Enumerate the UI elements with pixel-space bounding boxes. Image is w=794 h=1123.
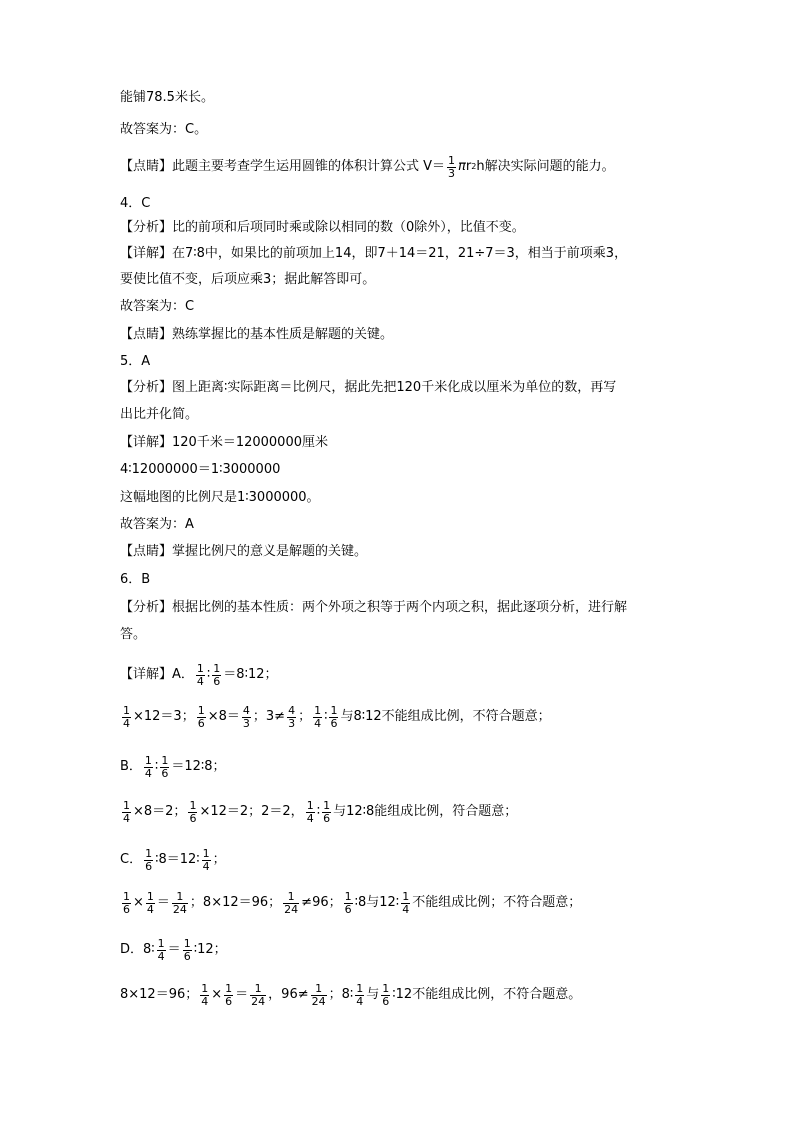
fraction-1-4: $\frac{1}{4}$ [144,753,152,780]
fraction-1-6: $\frac{1}{6}$ [189,798,197,825]
q6-fenxi-1: 【分析】根据比例的基本性质：两个外项之积等于两个内项之积，据此逐项分析，进行解 [120,600,628,615]
fraction-1-6: $\frac{1}{6}$ [183,936,191,963]
q4-dianjing: 【点睛】熟练掌握比的基本性质是解题的关键。 [120,327,394,342]
fraction-1-6: $\frac{1}{6}$ [382,981,390,1008]
fraction-1-6: $\frac{1}{6}$ [323,798,331,825]
fraction-1-4: $\frac{1}{4}$ [123,703,130,730]
fraction-1-4: $\frac{1}{4}$ [402,889,410,916]
q5-dianjing: 【点睛】掌握比例尺的意义是解题的关键。 [120,544,368,559]
fraction-1-4: $\frac{1}{4}$ [146,889,154,916]
fraction-1-6: $\frac{1}{6}$ [225,981,233,1008]
q5-fenxi-2: 出比并化简。 [120,407,199,422]
q6-option-a: 【详解】A． $\frac{1}{4}$ ∶ $\frac{1}{6}$ ＝8∶12； [120,661,278,688]
fraction-1-4: $\frac{1}{4}$ [306,798,314,825]
q4-xiangjie-2: 要使比值不变，后项应乘3；据此解答即可。 [120,272,376,287]
q3-dianjing: 【点睛】此题主要考查学生运用圆锥的体积计算公式 V＝ $\frac{1}{3}$ π r 2 h 解决实际问题的能力。 [120,153,615,180]
fraction-1-24: $\frac{1}{24}$ [251,981,266,1008]
fraction-1-6: $\frac{1}{6}$ [123,889,130,916]
fraction-4-3: $\frac{4}{3}$ [288,703,296,730]
q5-answer: 故答案为：A [120,517,194,532]
fraction-1-4: $\frac{1}{4}$ [202,846,210,873]
fraction-1-6: $\frac{1}{6}$ [213,661,221,688]
fraction-1-6: $\frac{1}{6}$ [197,703,205,730]
q3-line-1: 能铺78.5米长。 [120,90,214,105]
fraction-1-4: $\frac{1}{4}$ [196,661,204,688]
q5-xiangjie-1: 【详解】120千米＝12000000厘米 [120,435,328,450]
fraction-1-4: $\frac{1}{4}$ [157,936,165,963]
q5-heading: 5．A [120,354,151,369]
q6-option-c-check: $\frac{1}{6}$ × $\frac{1}{4}$ ＝ $\frac{1}{24}$ ；8×12＝96； $\frac{1}{24}$ ≠96； $\frac{1}{6}$ ∶8与12∶ $\frac{1}{4}$ 不能组成比例；不符合题意； [123,889,582,916]
fraction-1-6: $\frac{1}{6}$ [145,846,153,873]
q6-option-c: C． $\frac{1}{6}$ ∶8＝12∶ $\frac{1}{4}$ ； [120,846,226,873]
q6-option-b: B． $\frac{1}{4}$ ∶ $\frac{1}{6}$ ＝12∶8； [120,753,226,780]
fraction-one-third: $\frac{1}{3}$ [448,153,456,180]
q6-heading: 6．B [120,572,151,587]
q5-xiangjie-2: 4∶12000000＝1∶3000000 [120,462,281,477]
fraction-1-6: $\frac{1}{6}$ [330,703,338,730]
fraction-1-6: $\frac{1}{6}$ [344,889,352,916]
q3-answer: 故答案为：C。 [120,122,208,137]
fraction-4-3: $\frac{4}{3}$ [242,703,250,730]
fraction-1-4: $\frac{1}{4}$ [201,981,209,1008]
fraction-1-24: $\frac{1}{24}$ [284,889,299,916]
q5-xiangjie-3: 这幅地图的比例尺是1∶3000000。 [120,490,320,505]
fraction-1-4: $\frac{1}{4}$ [314,703,322,730]
q5-fenxi-1: 【分析】图上距离∶实际距离＝比例尺，据此先把120千米化成以厘米为单位的数，再写 [120,380,617,395]
fraction-1-24: $\frac{1}{24}$ [172,889,187,916]
q4-xiangjie-1: 【详解】在7∶8中，如果比的前项加上14，即7＋14＝21，21÷7＝3，相当于前项乘3， [120,246,628,261]
q6-option-b-check: $\frac{1}{4}$ ×8＝2； $\frac{1}{6}$ ×12＝2；2＝2， $\frac{1}{4}$ ∶ $\frac{1}{6}$ 与12∶8能组成比例，符合题意； [123,798,518,825]
fraction-1-24: $\frac{1}{24}$ [311,981,326,1008]
q6-fenxi-2: 答。 [120,627,147,642]
q6-option-a-check: $\frac{1}{4}$ ×12＝3； $\frac{1}{6}$ ×8＝ $\frac{4}{3}$ ；3≠ $\frac{4}{3}$ ； $\frac{1}{4}$ ∶ $\frac{1}{6}$ 与8∶12不能组成比例，不符合题意； [123,703,551,730]
q6-option-d: D．8∶ $\frac{1}{4}$ ＝ $\frac{1}{6}$ ∶12； [120,936,227,963]
fraction-1-4: $\frac{1}{4}$ [123,798,130,825]
q4-answer: 故答案为：C [120,299,195,314]
fraction-1-6: $\frac{1}{6}$ [161,753,169,780]
q4-heading: 4．C [120,196,151,211]
q6-option-d-check: 8×12＝96； $\frac{1}{4}$ × $\frac{1}{6}$ ＝ $\frac{1}{24}$ ，96≠ $\frac{1}{24}$ ；8∶ $\frac{1}{4}$ 与 $\frac{1}{6}$ ∶12不能组成比例，不符合题意。 [120,981,582,1008]
fraction-1-4: $\frac{1}{4}$ [356,981,364,1008]
q4-fenxi: 【分析】比的前项和后项同时乘或除以相同的数（0除外），比值不变。 [120,220,525,235]
